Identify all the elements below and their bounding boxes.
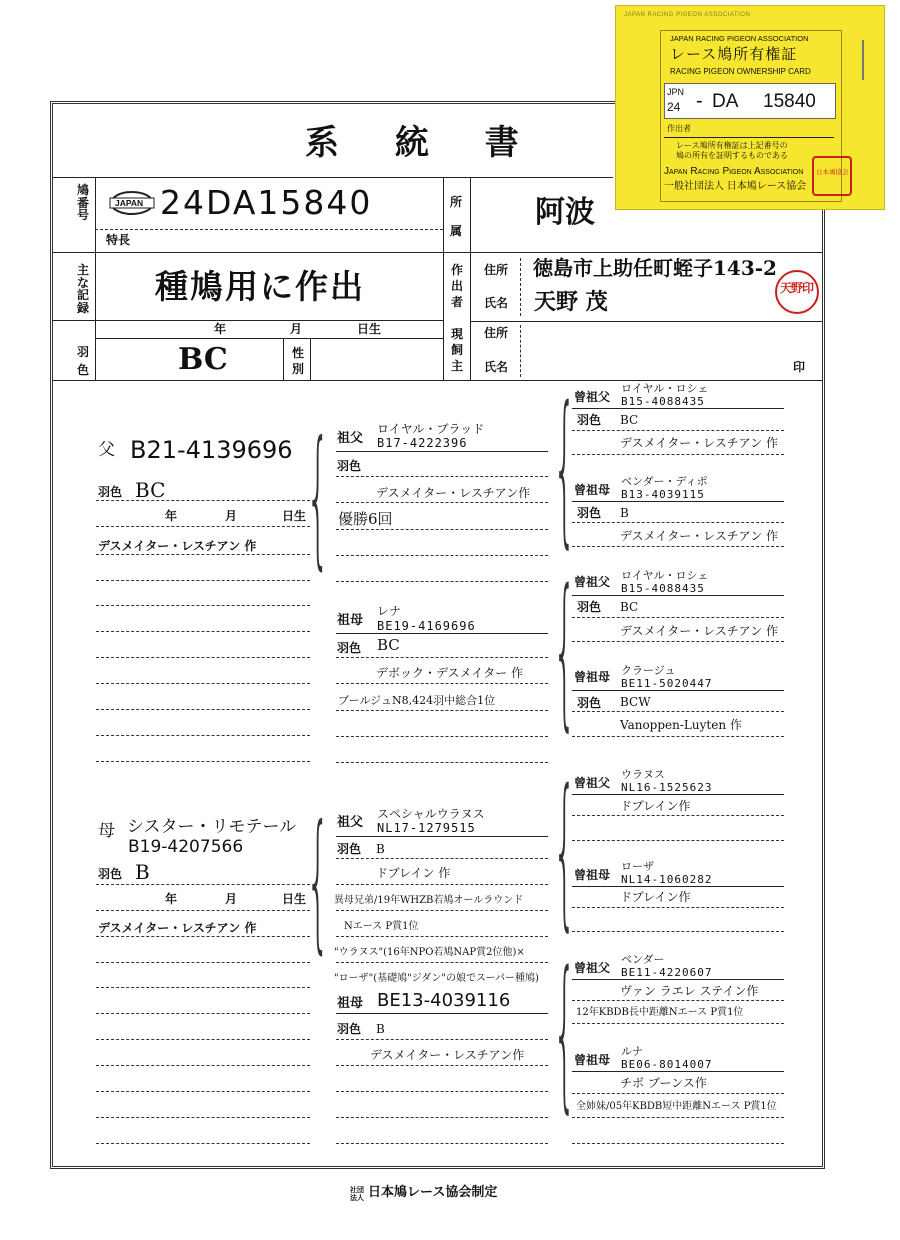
pf-gf-note: 優勝6回 (338, 510, 393, 528)
ggf1-name: ロイヤル・ロシェ (621, 382, 709, 395)
mother-month-label: 月 (225, 892, 238, 906)
dotted-line (96, 605, 310, 606)
dotted-line (96, 1065, 310, 1066)
solid-line (336, 451, 548, 452)
ggm1-ring: B13-4039115 (621, 488, 705, 501)
solid-line (572, 794, 784, 795)
card-year: 24 (667, 100, 681, 114)
pm-gf-label: 祖父 (337, 815, 364, 830)
sex-label: 性別 (291, 346, 304, 377)
father-breeder: デスメイター・レスチアン 作 (98, 539, 257, 553)
father-color: BC (135, 478, 166, 502)
pm-gm-brace-icon: { (553, 936, 577, 1128)
pm-gf-note-3: "ウラヌス"(16年NPO若鳩NAP賞2位他)× (334, 947, 525, 958)
pm-gf-name: スペシャルウラヌス (377, 807, 485, 821)
mother-prefix: 母 (98, 821, 115, 841)
dotted-line (572, 1023, 784, 1024)
grid-line (95, 178, 96, 380)
solid-line (572, 886, 784, 887)
pf-gf-color-label: 羽色 (337, 459, 362, 473)
pm-gm-ring: BE13-4039116 (377, 990, 511, 1011)
mother-color: B (135, 860, 150, 884)
pm-gm-breeder: デスメイター・レスチアン作 (370, 1048, 525, 1062)
dotted-line (336, 884, 548, 885)
dotted-line (336, 1065, 548, 1066)
dotted-line (336, 1039, 548, 1040)
card-sakushutsu-label: 作出者 (667, 124, 691, 133)
grid-line (310, 338, 311, 380)
card-number: 15840 (763, 91, 816, 112)
birth-year-label: 年 (214, 322, 227, 336)
birth-month-label: 月 (290, 322, 303, 336)
father-day-label: 日生 (282, 509, 307, 523)
band-number: 24DA15840 (160, 183, 373, 222)
ggf2-name: ロイヤル・ロシェ (621, 569, 709, 582)
owner-seal-mark: 印 (793, 360, 806, 374)
dotted-line (572, 430, 784, 431)
breeder-address-label: 住所 (484, 263, 509, 277)
ggf3-ring: NL16-1525623 (621, 781, 713, 794)
birth-day-label: 日生 (357, 322, 382, 336)
pm-gf-note-4: "ローザ"(基礎鳩"ジダン"の娘でスーパー種鳩) (334, 973, 539, 984)
dotted-line (572, 931, 784, 932)
pf-gm-brace-icon: { (553, 554, 577, 746)
ggm4-breeder: チボ ブーンス作 (620, 1076, 707, 1090)
father-brace-icon: { (306, 410, 330, 584)
grid-line (470, 178, 471, 380)
ggm3-ring: NL14-1060282 (621, 873, 713, 886)
card-org-en: JAPAN RACING PIGEON ASSOCIATION (670, 34, 809, 43)
dotted-line (336, 581, 548, 582)
dotted-line (336, 936, 548, 937)
ggf2-color-label: 羽色 (577, 600, 602, 614)
ggf1-color: BC (620, 413, 639, 427)
shozoku-label: 所属 (449, 195, 462, 238)
solid-line (336, 836, 548, 837)
dotted-line (572, 1000, 784, 1001)
pf-gm-breeder: デボック・デスメイター 作 (376, 666, 524, 680)
grid-line (95, 229, 443, 230)
dotted-line (336, 476, 548, 477)
solid-line (572, 595, 784, 596)
mother-color-label: 羽色 (98, 867, 123, 881)
solid-line (572, 979, 784, 980)
ggf2-color: BC (620, 600, 639, 614)
dotted-line (572, 546, 784, 547)
dotted-line (96, 1143, 310, 1144)
ggf3-label: 曾祖父 (574, 776, 611, 790)
ggm1-name: ベンダー・ディポ (621, 475, 708, 488)
dotted-line (336, 1143, 548, 1144)
mother-name: シスター・リモテール (127, 817, 297, 837)
solid-line (336, 633, 548, 634)
record-value: 種鳩用に作出 (155, 267, 365, 306)
pf-gm-color-label: 羽色 (337, 641, 362, 655)
ggf1-breeder: デスメイター・レスチアン 作 (620, 436, 779, 450)
dotted-line (96, 761, 310, 762)
mother-breeder: デスメイター・レスチアン 作 (98, 921, 257, 935)
dotted-line (96, 500, 310, 501)
card-assoc-en: Japan Racing Pigeon Association (664, 166, 804, 177)
mother-day-label: 日生 (282, 892, 307, 906)
mother-brace-icon: { (306, 794, 330, 968)
ggf2-label: 曾祖父 (574, 575, 611, 589)
grid-line (283, 338, 284, 380)
ggf2-breeder: デスメイター・レスチアン 作 (620, 624, 779, 638)
ggm2-breeder: Vanoppen-Luyten 作 (620, 718, 742, 732)
ggm4-ring: BE06-8014007 (621, 1058, 713, 1071)
dotted-line (96, 910, 310, 911)
dotted-line (572, 1143, 784, 1144)
dotted-line (336, 1091, 548, 1092)
father-color-label: 羽色 (98, 485, 123, 499)
staple-icon (862, 40, 864, 80)
dotted-line (572, 617, 784, 618)
pf-gm-color: BC (377, 636, 400, 654)
father-year-label: 年 (165, 509, 178, 523)
pf-gm-name: レナ (377, 604, 402, 618)
dotted-line (336, 555, 548, 556)
dotted-line (336, 736, 548, 737)
document-title: 系 統 書 (305, 123, 541, 163)
pf-gm-note: ブールジュN8,424羽中総合1位 (338, 694, 496, 707)
breeder-address: 徳島市上助任町蛭子143-2 (533, 256, 777, 280)
ggm4-note: 全姉妹/05年KBDB短中距離Nエース P賞1位 (576, 1101, 777, 1112)
pf-gf-breeder: デスメイター・レスチアン作 (376, 486, 531, 500)
dotted-line (96, 1091, 310, 1092)
grid-line (95, 338, 443, 339)
ggf3-breeder: ドブレイン作 (620, 799, 691, 813)
pm-gf-brace-icon: { (553, 754, 577, 946)
dotted-line (572, 641, 784, 642)
dotted-line (96, 735, 310, 736)
pm-gm-color-label: 羽色 (337, 1022, 362, 1036)
color-label: 羽色 (76, 345, 89, 377)
color-value: BC (178, 342, 228, 377)
card-assoc-jp: 一般社団法人 日本鳩レース協会 (664, 181, 807, 192)
ggm1-breeder: デスメイター・レスチアン 作 (620, 529, 779, 543)
pm-gf-color: B (376, 842, 385, 856)
ggm4-label: 曾祖母 (574, 1053, 611, 1067)
mother-ring: B19-4207566 (128, 837, 244, 857)
japan-logo-text: JAPAN (115, 198, 144, 208)
grid-line (520, 325, 521, 377)
solid-line (572, 690, 784, 691)
ggm2-color-label: 羽色 (577, 696, 602, 710)
card-note-2: 鳩の所有を証明するものである (676, 151, 788, 160)
dotted-line (572, 840, 784, 841)
dotted-line (336, 710, 548, 711)
dotted-line (336, 1117, 548, 1118)
card-note-1: レース鳩所有権証は上記番号の (676, 141, 788, 150)
card-title-en: RACING PIGEON OWNERSHIP CARD (670, 67, 811, 76)
ggf1-label: 曾祖父 (574, 390, 611, 404)
card-stamp-text: 日本鳩協会 (816, 169, 849, 176)
ggm4-name: ルナ (621, 1045, 643, 1058)
dotted-line (336, 657, 548, 658)
dotted-line (336, 502, 548, 503)
card-border-text: JAPAN RACING PIGEON ASSOCIATION (624, 12, 751, 18)
dotted-line (96, 1039, 310, 1040)
dotted-line (572, 522, 784, 523)
ggm3-name: ローザ (621, 860, 654, 873)
pf-gm-label: 祖母 (337, 613, 364, 628)
ggf4-label: 曾祖父 (574, 961, 611, 975)
pm-gm-label: 祖母 (337, 996, 364, 1011)
breeder-label: 作出者 (450, 263, 463, 310)
solid-line (572, 1071, 784, 1072)
ggf4-name: ベンダー (621, 953, 665, 966)
dotted-line (96, 884, 310, 885)
dotted-line (96, 526, 310, 527)
card-line (664, 137, 834, 138)
ggf1-ring: B15-4088435 (621, 395, 705, 408)
dotted-line (96, 987, 310, 988)
ggm2-label: 曾祖母 (574, 670, 611, 684)
breeder-name: 天野 茂 (534, 289, 608, 315)
pf-gf-ring: B17-4222396 (377, 436, 468, 450)
pm-gf-color-label: 羽色 (337, 842, 362, 856)
pm-gf-breeder: ドブレイン 作 (376, 866, 451, 880)
dotted-line (96, 580, 310, 581)
dotted-line (572, 815, 784, 816)
dotted-line (96, 657, 310, 658)
grid-line (443, 178, 444, 380)
ggf2-ring: B15-4088435 (621, 582, 705, 595)
dotted-line (336, 962, 548, 963)
mother-year-label: 年 (165, 892, 178, 906)
dotted-line (96, 709, 310, 710)
father-month-label: 月 (225, 509, 238, 523)
breeder-seal (775, 270, 819, 314)
father-ring: B21-4139696 (130, 436, 293, 464)
dotted-line (572, 454, 784, 455)
tokucho-label: 特長 (106, 233, 131, 247)
pf-gf-name: ロイヤル・ブラッド (377, 422, 485, 436)
pf-gm-ring: BE19-4169696 (377, 619, 476, 633)
grid-line (53, 252, 822, 253)
card-dash: - (696, 90, 703, 112)
japan-logo (108, 190, 156, 216)
dotted-line (336, 762, 548, 763)
dotted-line (96, 683, 310, 684)
card-jpn: JPN (667, 87, 685, 97)
father-prefix: 父 (98, 440, 115, 460)
pm-gm-color: B (376, 1022, 385, 1036)
solid-line (336, 1013, 548, 1014)
pm-gf-note-2: Nエース P賞1位 (344, 921, 419, 932)
ggm1-color: B (620, 506, 629, 520)
ggm2-name: クラージュ (621, 664, 676, 677)
ggf4-note: 12年KBDB長中距離Nエース P賞1位 (576, 1007, 744, 1018)
dotted-line (336, 683, 548, 684)
ggf3-name: ウラヌス (621, 768, 665, 781)
card-code: DA (712, 91, 739, 112)
grid-line (53, 177, 613, 178)
dotted-line (336, 910, 548, 911)
dotted-line (336, 858, 548, 859)
pf-gf-label: 祖父 (337, 431, 364, 446)
grid-line (53, 320, 443, 321)
dotted-line (96, 631, 310, 632)
pm-gf-note-1: 異母兄弟/19年WHZB若鳩オールラウンド (334, 895, 524, 906)
owner-address-label: 住所 (484, 326, 509, 340)
grid-line (53, 380, 822, 381)
dotted-line (572, 1093, 784, 1094)
band-label: 鳩番号 (76, 183, 89, 223)
record-label: 主な記録 (76, 263, 89, 315)
ggm3-breeder: ドブレイン作 (620, 890, 691, 904)
pf-gf-brace-icon: { (553, 371, 577, 563)
pm-gf-ring: NL17-1279515 (377, 821, 476, 835)
dotted-line (96, 1013, 310, 1014)
ggm2-color: BCW (620, 695, 651, 709)
grid-line (520, 258, 521, 316)
dotted-line (336, 529, 548, 530)
card-title-jp: レース鳩所有権証 (670, 46, 798, 63)
dotted-line (96, 1117, 310, 1118)
ggm2-ring: BE11-5020447 (621, 677, 713, 690)
card-stamp (812, 156, 852, 196)
ggm3-label: 曾祖母 (574, 868, 611, 882)
breeder-seal-text: 天野印 (780, 281, 814, 295)
dotted-line (96, 962, 310, 963)
ggm1-color-label: 羽色 (577, 506, 602, 520)
owner-name-label: 氏名 (484, 360, 509, 374)
dotted-line (572, 736, 784, 737)
dotted-line (572, 907, 784, 908)
ggm1-label: 曾祖母 (574, 483, 611, 497)
ownership-card (615, 5, 885, 210)
shozoku-value: 阿波 (535, 195, 595, 230)
dotted-line (96, 554, 310, 555)
breeder-name-label: 氏名 (484, 296, 509, 310)
dotted-line (96, 936, 310, 937)
ggf4-ring: BE11-4220607 (621, 966, 713, 979)
dotted-line (572, 711, 784, 712)
grid-line (470, 321, 822, 322)
footer-prefix: 社団 法人 (350, 1185, 364, 1202)
ggf1-color-label: 羽色 (577, 413, 602, 427)
ggf4-breeder: ヴァン ラエレ ステイン作 (620, 984, 759, 998)
dotted-line (572, 1117, 784, 1118)
solid-line (572, 408, 784, 409)
owner-label: 現飼主 (450, 327, 463, 374)
solid-line (572, 501, 784, 502)
footer-text: 日本鳩レース協会制定 (368, 1185, 498, 1200)
